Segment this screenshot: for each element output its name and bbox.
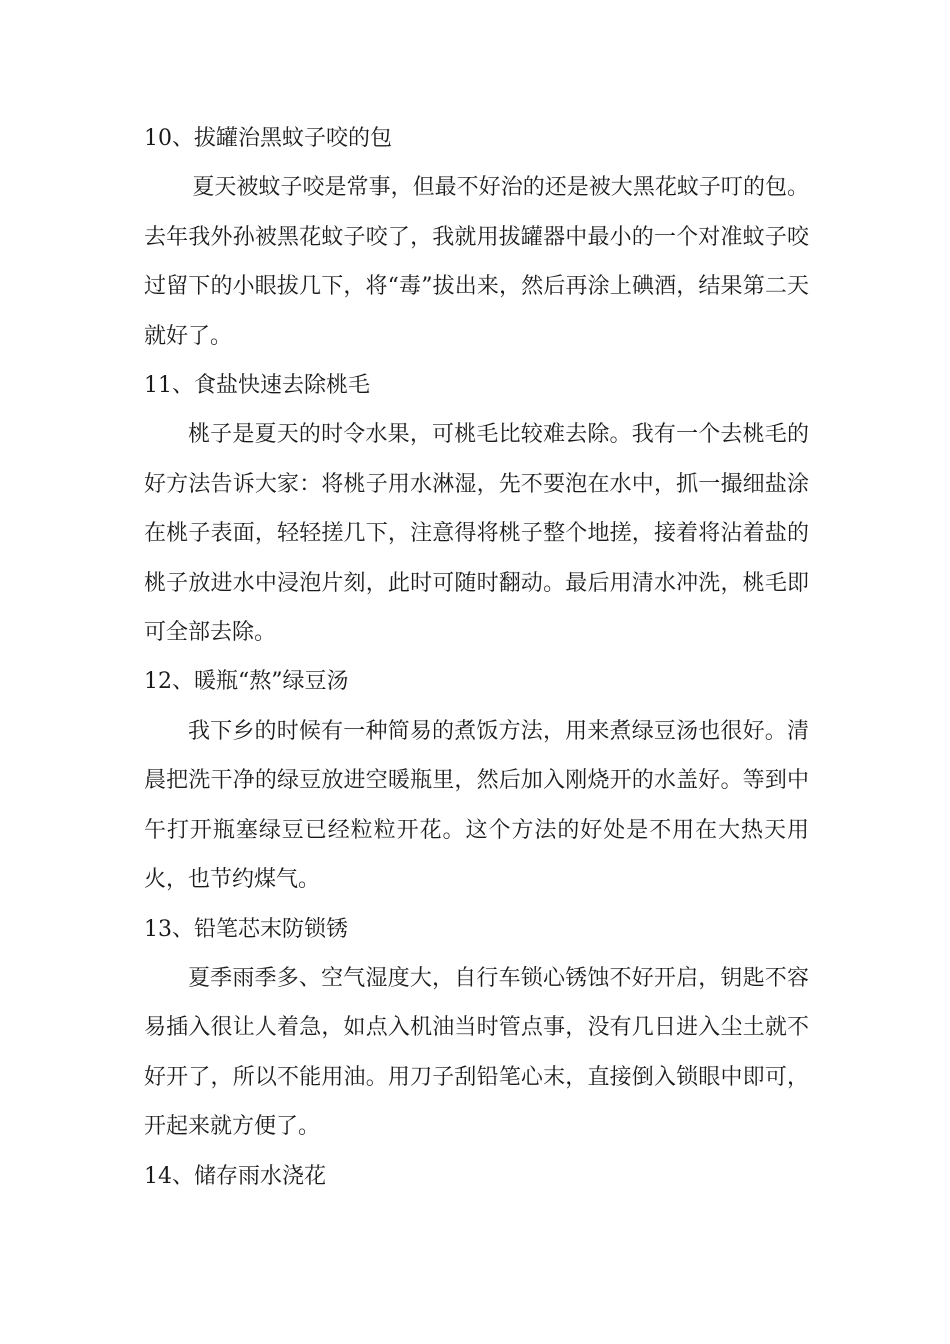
document-body [144, 114, 809, 1201]
section-body-10: 夏天被蚊子咬是常事，但最不好治的还是被大黑花蚊子叮的包。去年我外孙被黑花蚊子咬了，我就用拔罐器中最小的一个对准蚊子咬过留下的小眼拔几下，将“毒”拔出来，然后再涂上碘酒，结果第二天就好了。 [144, 175, 809, 349]
section-body-11: 桃子是夏天的时令水果，可桃毛比较难去除。我有一个去桃毛的好方法告诉大家：将桃子用水淋湿，先不要泡在水中，抓一撮细盐涂在桃子表面，轻轻搓几下，注意得将桃子整个地搓，接着将沾着盐的桃子放进水中浸泡片刻，此时可随时翻动。最后用清水冲洗，桃毛即可全部去除。 [144, 422, 809, 646]
section-heading-13: 13、铅笔芯末防锁锈 [144, 916, 348, 942]
section-heading-10: 10、拔罐治黑蚊子咬的包 [144, 126, 392, 151]
section-body-13: 夏季雨季多、空气湿度大，自行车锁心锈蚀不好开启，钥匙不容易插入很让人着急，如点入机油当时管点事，没有几日进入尘土就不好开了，所以不能用油。用刀子刮铅笔心末，直接倒入锁眼中即可，开起来就方便了。 [144, 965, 809, 1140]
section-heading-11: 11、食盐快速去除桃毛 [144, 373, 370, 399]
section-body-12: 我下乡的时候有一种简易的煮饭方法，用来煮绿豆汤也很好。清晨把洗干净的绿豆放进空暖瓶里，然后加入刚烧开的水盖好。等到中午打开瓶塞绿豆已经粒粒开花。这个方法的好处是不用在大热天用火，也节约煤气。 [144, 718, 809, 893]
section-heading-14: 14、储存雨水浇花 [144, 1163, 326, 1189]
section-heading-12: 12、暖瓶“熬”绿豆汤 [144, 669, 349, 695]
